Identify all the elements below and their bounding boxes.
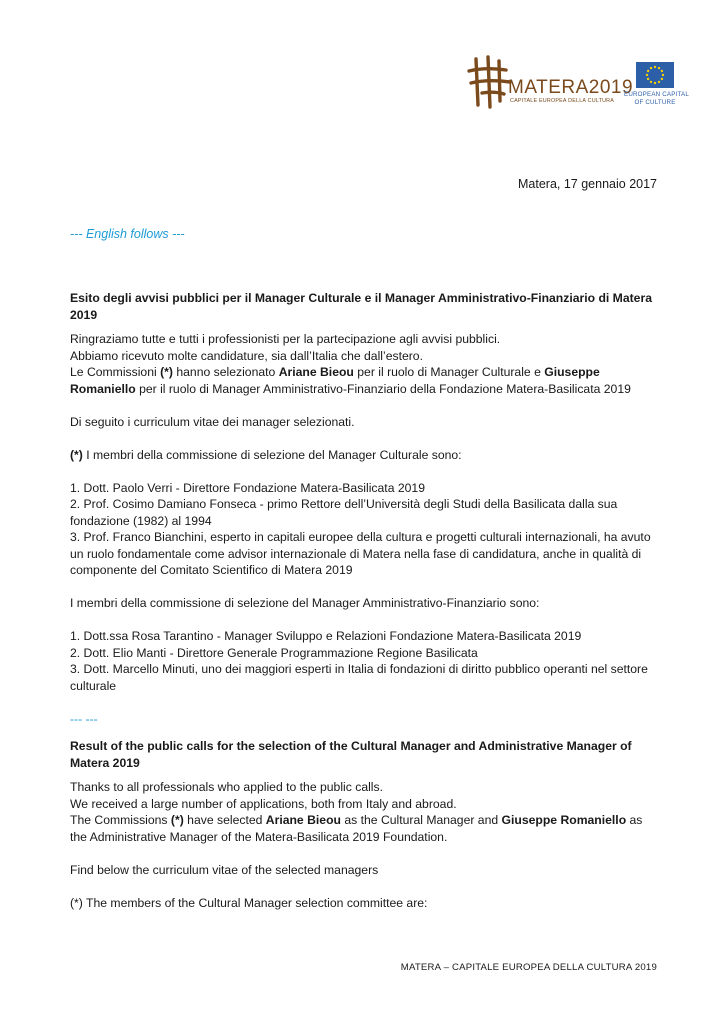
logo-wordmark: MATERA2019	[508, 77, 634, 98]
section-separator: --- ---	[70, 711, 98, 726]
italian-admin-committee-intro: I membri della commissione di selezione del Manager Amministrativo-Finanziario sono:	[70, 596, 540, 610]
eu-logo-caption-2: OF CULTURE	[634, 98, 676, 106]
italian-section	[70, 290, 662, 727]
english-cv-note: Find below the curriculum vitae of the selected managers	[70, 862, 379, 877]
italian-applications: Abbiamo ricevuto molte candidature, sia dall’Italia che dall’estero.	[70, 348, 423, 363]
text-span: I membri della commissione di selezione del Manager Culturale sono:	[82, 447, 462, 462]
admin-member-3: 3. Dott. Marcello Minuti, uno dei maggiori esperti in Italia di fondazioni di diritto pubblico operanti nel settore culturale	[70, 662, 648, 693]
manager-name-bieou: Ariane Bieou	[265, 813, 341, 827]
cultural-member-3: 3. Prof. Franco Bianchini, esperto in capitali europee della cultura e progetti culturali internazionali, ha avuto un ruolo fondamentale come advisor internazionale di Matera nella fase di candidatura, anche in qualità di componente del Comitato Scientifico di Matera 2019	[70, 530, 651, 577]
page-footer: MATERA – CAPITALE EUROPEA DELLA CULTURA 2019	[400, 962, 657, 973]
asterisk-note: (*)	[170, 813, 184, 827]
italian-title: Esito degli avvisi pubblici per il Manager Culturale e il Manager Amministrativo-Finanziario di Matera 2019	[70, 291, 652, 322]
eu-logo-caption-1: EUROPEAN CAPITAL	[624, 91, 689, 98]
italian-selection-paragraph	[70, 364, 662, 397]
text-span: as the Administrative Manager of the Matera-Basilicata 2019 Foundation.	[70, 813, 643, 844]
text-span: per il ruolo di Manager Amministrativo-Finanziario della Fondazione Matera-Basilicata 2019	[135, 381, 631, 396]
english-selection-paragraph	[70, 812, 662, 845]
logo-tagline: CAPITALE EUROPEA DELLA CULTURA	[510, 98, 615, 104]
italian-cultural-committee-intro	[70, 447, 662, 464]
european-capital-logo	[624, 62, 689, 112]
english-cultural-committee-intro: (*) The members of the Cultural Manager selection committee are:	[70, 895, 428, 910]
english-follows-note: --- English follows ---	[70, 227, 185, 241]
english-section	[70, 738, 662, 911]
english-title: Result of the public calls for the selection of the Cultural Manager and Administrative Manager of Matera 2019	[70, 739, 632, 770]
asterisk-note: (*)	[70, 447, 83, 462]
english-thanks: Thanks to all professionals who applied to the public calls.	[70, 780, 383, 794]
admin-member-1: 1. Dott.ssa Rosa Tarantino - Manager Sviluppo e Relazioni Fondazione Matera-Basilicata 2019	[70, 629, 582, 643]
text-span: per il ruolo di Manager Culturale e	[353, 365, 545, 379]
manager-name-bieou: Ariane Bieou	[278, 365, 354, 379]
text-span: The Commissions	[70, 813, 171, 827]
cultural-member-1: 1. Dott. Paolo Verri - Direttore Fondazione Matera-Basilicata 2019	[70, 480, 425, 495]
italian-cv-note: Di seguito i curriculum vitae dei manager selezionati.	[70, 414, 355, 429]
italian-thanks: Ringraziamo tutte e tutti i professionisti per la partecipazione agli avvisi pubblici.	[70, 332, 501, 346]
asterisk-note: (*)	[160, 365, 173, 379]
matera-logo-mark-icon	[466, 55, 514, 109]
matera-2019-logo	[466, 55, 634, 111]
text-span: Le Commissioni	[70, 365, 161, 379]
letter-date: Matera, 17 gennaio 2017	[518, 177, 657, 191]
text-span: hanno selezionato	[172, 365, 279, 379]
english-applications: We received a large number of applications, both from Italy and abroad.	[70, 796, 457, 811]
cultural-member-2: 2. Prof. Cosimo Damiano Fonseca - primo Rettore dell’Università degli Studi della Basilicata dalla sua fondazione (1982) al 1994	[70, 497, 618, 528]
manager-name-romaniello: Giuseppe Romaniello	[70, 365, 600, 396]
admin-member-2: 2. Dott. Elio Manti - Direttore Generale Programmazione Regione Basilicata	[70, 645, 478, 660]
text-span: as the Cultural Manager and	[340, 813, 502, 827]
eu-flag-icon	[636, 62, 674, 88]
manager-name-romaniello: Giuseppe Romaniello	[501, 813, 627, 827]
text-span: have selected	[183, 813, 266, 827]
